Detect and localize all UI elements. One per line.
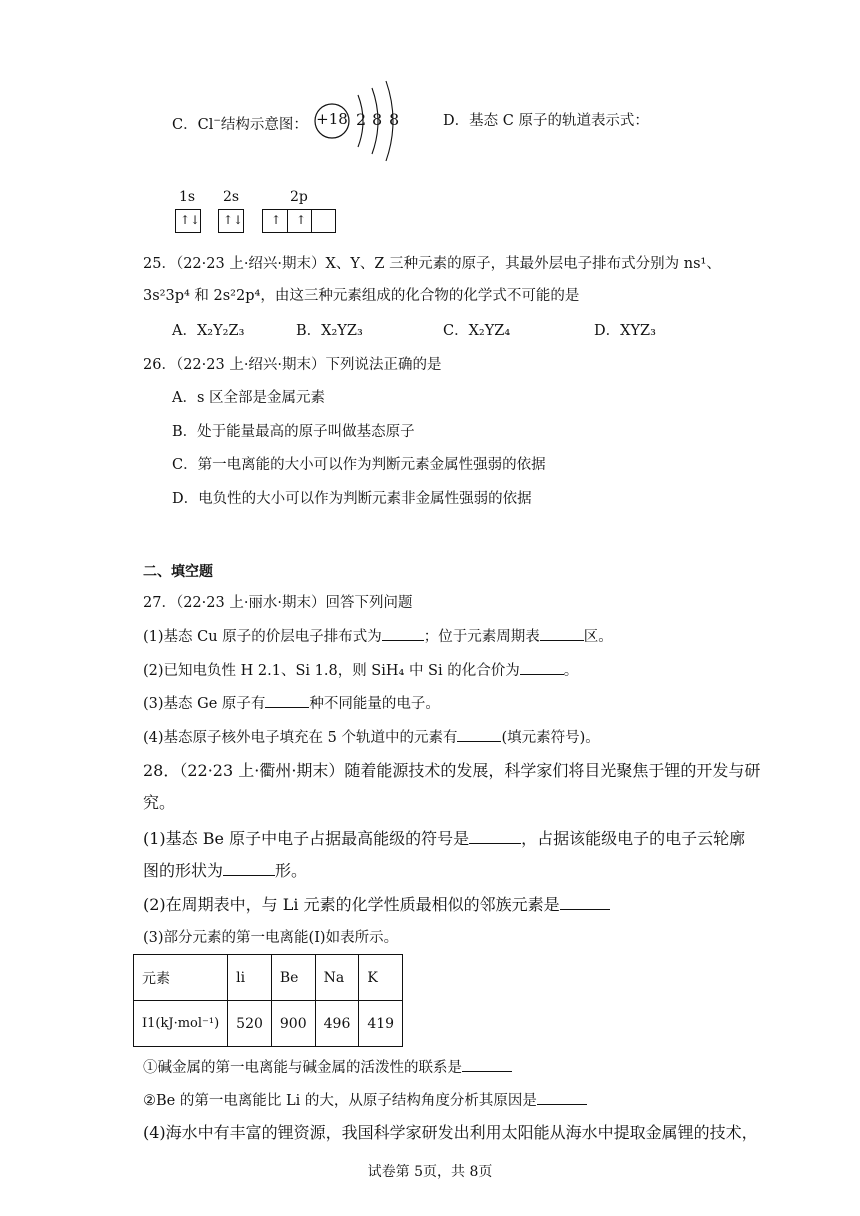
section-heading-fill-in: 二、填空题 [143,564,213,580]
q26-stem: 26．（22·23 上·绍兴·期末）下列说法正确的是 [143,357,442,373]
answer-blank[interactable] [469,829,521,844]
option-d-q24: D．基态 C 原子的轨道表示式： [443,113,649,129]
table-cell: I1(kJ·mol⁻¹) [134,1001,228,1047]
q26-option-b: B．处于能量最高的原子叫做基态原子 [172,424,415,440]
q28-part4: (4)海水中有丰富的锂资源，我国科学家研发出利用太阳能从海水中提取金属锂的技术， [143,1123,758,1142]
answer-blank[interactable] [560,895,610,910]
q28-part2: (2)在周期表中，与 Li 元素的化学性质最相似的邻族元素是 [143,895,610,915]
answer-blank[interactable] [457,727,501,742]
q28-stem-line2: 究。 [143,793,176,812]
answer-blank[interactable] [540,626,584,641]
q25-option-c: C．X₂YZ₄ [443,323,511,339]
ionization-energy-table [133,954,403,1047]
orbital-label-1s: 1s [179,189,196,205]
option-c-q24: C．Cl−结构示意图： [172,116,308,133]
answer-blank[interactable] [520,660,564,675]
q28-part1-line2: 图的形状为 形。 [143,861,308,880]
table-cell: K [359,955,403,1001]
table-cell: Na [315,955,359,1001]
orbital-box-2p: ↑ ↑ [262,209,336,233]
table-cell: 520 [228,1001,272,1047]
answer-blank[interactable] [223,861,275,876]
page-footer: 试卷第 5页，共 8页 [367,1164,493,1180]
q28-sub2: ②Be 的第一电离能比 Li 的大，从原子结构角度分析其原因是 [143,1090,587,1111]
table-cell: 496 [315,1001,359,1047]
q25-option-b: B．X₂YZ₃ [296,323,363,339]
q28-part1-line1: (1)基态 Be 原子中电子占据最高能级的符号是 ，占据该能级电子的电子云轮廓 [143,829,746,848]
shell-electrons-3: 8 [389,110,400,129]
q27-part3: (3)基态 Ge 原子有 种不同能量的电子。 [143,693,440,714]
answer-blank[interactable] [265,693,309,708]
q28-sub1: ①碱金属的第一电离能与碱金属的活泼性的联系是 [143,1057,512,1078]
q26-option-c: C．第一电离能的大小可以作为判断元素金属性强弱的依据 [172,457,546,473]
answer-blank[interactable] [537,1090,587,1105]
q27-part1: (1)基态 Cu 原子的价层电子排布式为 ；位于元素周期表 区。 [143,626,613,647]
answer-blank[interactable] [462,1057,512,1072]
orbital-box-1s: ↑↓ [175,209,201,233]
q25-stem-line2: 3s²3p⁴ 和 2s²2p⁴，由这三种元素组成的化合物的化学式不可能的是 [143,288,580,304]
orbital-box-2s: ↑↓ [218,209,244,233]
table-cell: 419 [359,1001,403,1047]
table-cell: Be [271,955,315,1001]
q25-option-a: A．X₂Y₂Z₃ [172,323,245,339]
q27-part4: (4)基态原子核外电子填充在 5 个轨道中的元素有 (填元素符号)。 [143,727,600,748]
q28-part3: (3)部分元素的第一电离能(I)如表所示。 [143,930,399,946]
q25-option-d: D．XYZ₃ [594,323,656,339]
table-header-row [134,955,403,1001]
q26-option-d: D．电负性的大小可以作为判断元素非金属性强弱的依据 [172,491,532,507]
q26-option-a: A．s 区全部是金属元素 [172,390,326,406]
q27-stem: 27．（22·23 上·丽水·期末）回答下列问题 [143,595,413,611]
table-cell: 900 [271,1001,315,1047]
table-cell: 元素 [134,955,228,1001]
q28-stem-line1: 28．（22·23 上·衢州·期末）随着能源技术的发展，科学家们将目光聚焦于锂的开发与研 [143,761,761,780]
nucleus-charge: +18 [316,110,348,128]
orbital-label-2s: 2s [223,189,240,205]
orbital-label-2p: 2p [290,189,308,205]
q27-part2: (2)已知电负性 H 2.1、Si 1.8，则 SiH₄ 中 Si 的化合价为 。 [143,660,578,681]
shell-electrons-1: 2 [356,110,367,129]
answer-blank[interactable] [382,626,424,641]
table-row [134,1001,403,1047]
shell-electrons-2: 8 [372,110,383,129]
table-cell: li [228,955,272,1001]
q25-stem-line1: 25．（22·23 上·绍兴·期末）X、Y、Z 三种元素的原子，其最外层电子排布式分别为 ns¹、 [143,256,721,272]
